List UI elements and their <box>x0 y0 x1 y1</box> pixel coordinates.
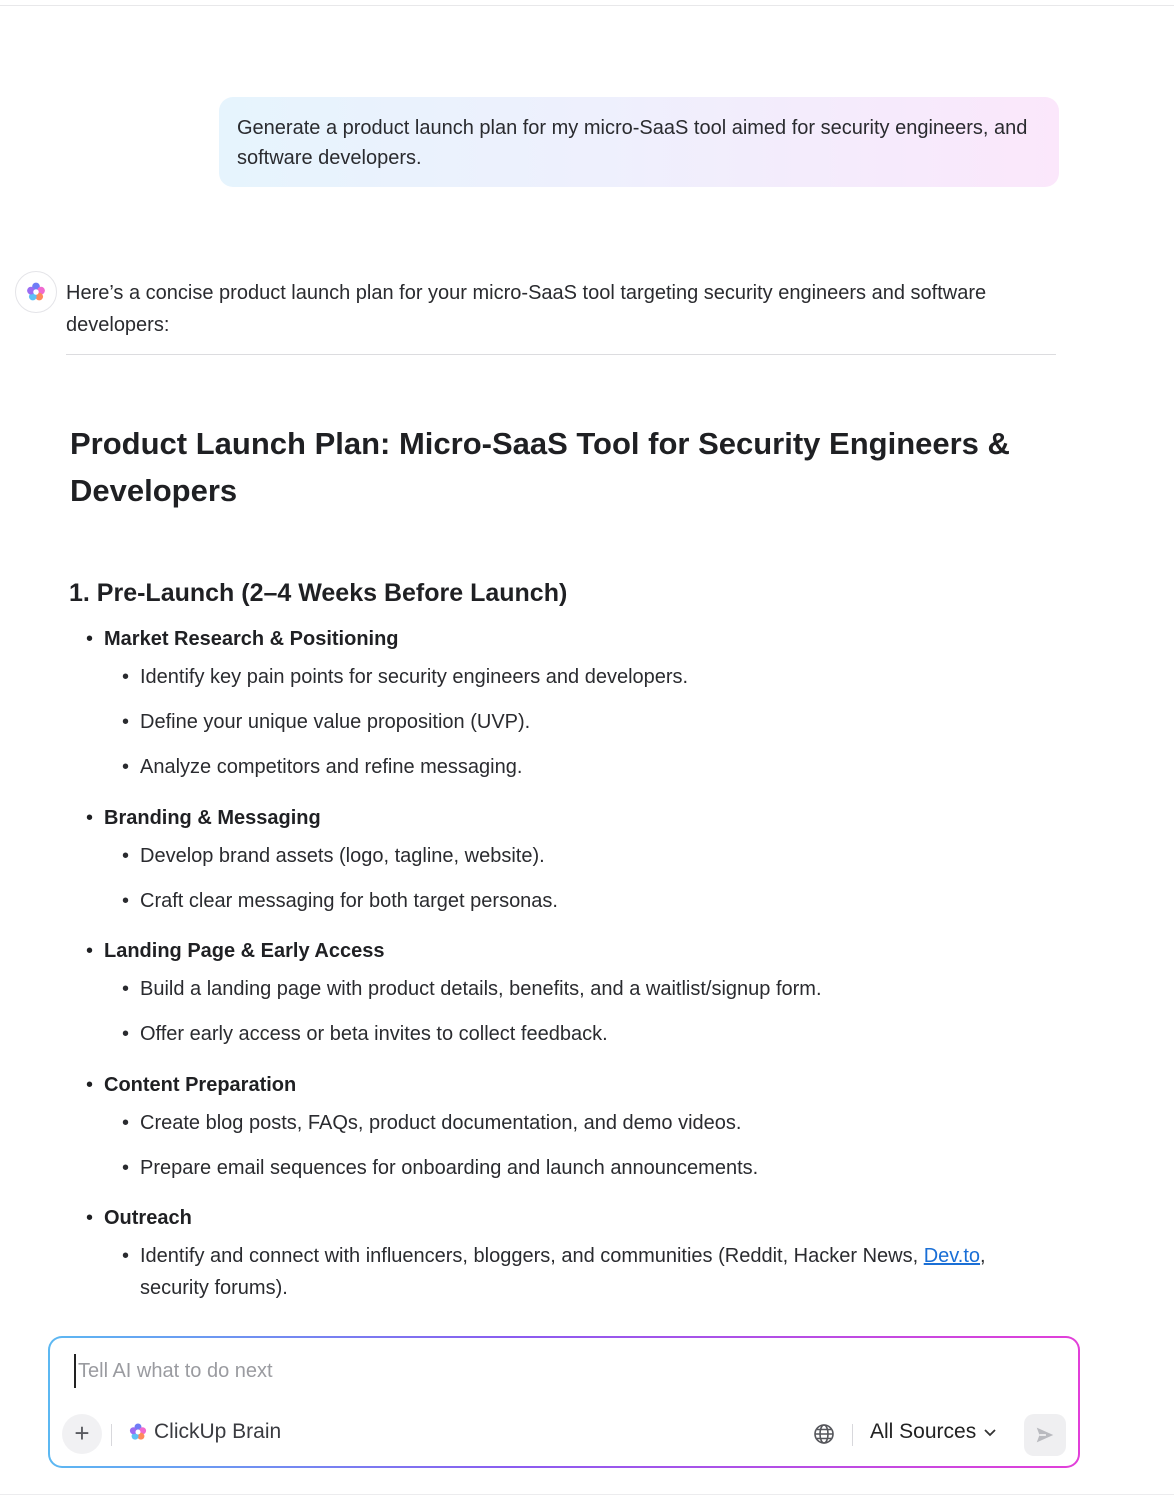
intro-divider <box>66 354 1056 355</box>
group-heading: • Content Preparation <box>86 1074 297 1096</box>
list-item: • Define your unique value proposition (UVP). <box>122 711 531 733</box>
chevron-down-icon <box>982 1424 998 1440</box>
send-button[interactable] <box>1024 1414 1066 1456</box>
ai-avatar <box>15 271 57 313</box>
section-title: 1. Pre-Launch (2–4 Weeks Before Launch) <box>69 579 568 607</box>
divider <box>852 1424 853 1446</box>
clickup-brain-selector[interactable] <box>128 1420 281 1444</box>
list-item: • Prepare email sequences for onboarding and launch announcements. <box>122 1157 759 1179</box>
list-item: • Create blog posts, FAQs, product documentation, and demo videos. <box>122 1112 742 1134</box>
plus-icon: + <box>74 1418 90 1448</box>
divider <box>111 1424 112 1446</box>
sources-dropdown[interactable] <box>870 1420 998 1444</box>
ai-composer <box>48 1336 1080 1468</box>
group-heading: • Market Research & Positioning <box>86 628 399 650</box>
doc-title: Product Launch Plan: Micro-SaaS Tool for Security Engineers & Developers <box>70 426 1010 508</box>
ai-intro-text: Here’s a concise product launch plan for your micro-SaaS tool targeting security engineers and software developers: <box>66 282 987 336</box>
group-heading: • Outreach <box>86 1207 192 1229</box>
globe-icon[interactable] <box>812 1422 836 1446</box>
user-message-bubble: Generate a product launch plan for my micro-SaaS tool aimed for security engineers, and software developers. <box>219 97 1059 187</box>
bottom-divider <box>0 1494 1174 1495</box>
list-item: • Offer early access or beta invites to collect feedback. <box>122 1023 608 1045</box>
group-heading: • Landing Page & Early Access <box>86 940 385 962</box>
list-item: • Identify and connect with influencers, bloggers, and communities (Reddit, Hacker News, Dev.to, security forums). <box>122 1245 986 1299</box>
list-item: • Develop brand assets (logo, tagline, website). <box>122 845 545 867</box>
top-divider <box>0 5 1174 6</box>
brain-label: ClickUp Brain <box>154 1420 282 1443</box>
clickup-brain-icon <box>128 1422 148 1442</box>
list-item: • Identify key pain points for security engineers and developers. <box>122 666 689 688</box>
list-item: • Craft clear messaging for both target personas. <box>122 890 558 912</box>
sources-label: All Sources <box>870 1420 977 1443</box>
clickup-brain-icon <box>25 281 47 303</box>
list-item: • Build a landing page with product details, benefits, and a waitlist/signup form. <box>122 978 822 1000</box>
add-button[interactable] <box>62 1414 102 1454</box>
list-item: • Analyze competitors and refine messaging. <box>122 756 523 778</box>
group-heading: • Branding & Messaging <box>86 807 321 829</box>
prompt-input[interactable] <box>74 1354 978 1388</box>
send-icon <box>1034 1424 1056 1446</box>
devto-link[interactable]: Dev.to <box>923 1245 981 1267</box>
